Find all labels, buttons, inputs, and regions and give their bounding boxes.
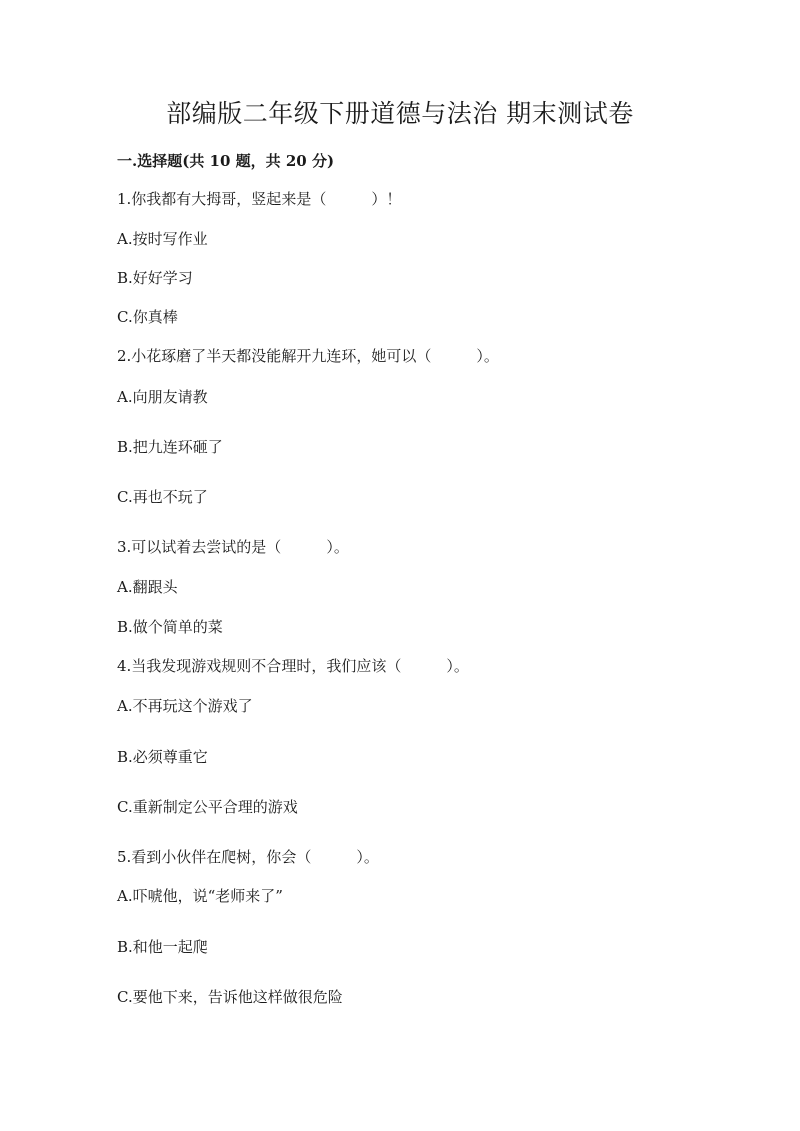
question-5-option-b[interactable]: B.和他一起爬	[117, 938, 208, 956]
question-2-option-b[interactable]: B.把九连环砸了	[117, 438, 223, 456]
question-5-option-c[interactable]: C.要他下来，告诉他这样做很危险	[117, 988, 343, 1006]
question-1-option-a[interactable]: A.按时写作业	[117, 230, 208, 248]
question-1-stem: 1.你我都有大拇哥，竖起来是（ ）！	[117, 190, 402, 208]
question-3-option-b[interactable]: B.做个简单的菜	[117, 618, 223, 636]
question-4-stem: 4.当我发现游戏规则不合理时，我们应该（ ）。	[117, 657, 469, 675]
question-5-stem: 5.看到小伙伴在爬树，你会（ ）。	[117, 848, 379, 866]
question-1-option-b[interactable]: B.好好学习	[117, 269, 193, 287]
question-4-option-a[interactable]: A.不再玩这个游戏了	[117, 697, 253, 715]
question-2-stem: 2.小花琢磨了半天都没能解开九连环，她可以（ ）。	[117, 347, 499, 365]
question-4-option-c[interactable]: C.重新制定公平合理的游戏	[117, 798, 298, 816]
question-2-option-a[interactable]: A.向朋友请教	[117, 388, 208, 406]
question-4-option-b[interactable]: B.必须尊重它	[117, 748, 208, 766]
question-5-option-a[interactable]: A.吓唬他，说“老师来了”	[117, 887, 283, 905]
question-3-option-a[interactable]: A.翻跟头	[117, 578, 178, 596]
section-heading: 一.选择题(共 10 题，共 20 分)	[117, 152, 335, 170]
question-3-stem: 3.可以试着去尝试的是（ ）。	[117, 538, 349, 556]
question-2-option-c[interactable]: C.再也不玩了	[117, 488, 208, 506]
question-1-option-c[interactable]: C.你真棒	[117, 308, 178, 326]
page-title: 部编版二年级下册道德与法治 期末测试卷	[166, 99, 634, 128]
